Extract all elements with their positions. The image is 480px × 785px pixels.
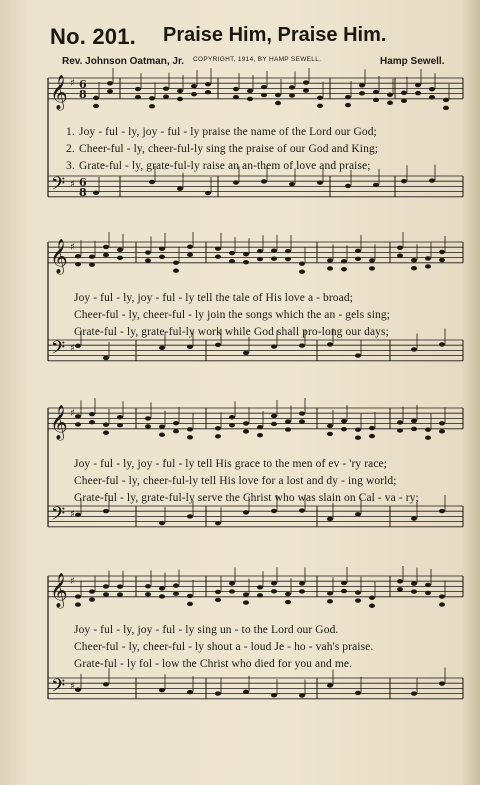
treble-key-sharp: ♯ <box>70 576 75 587</box>
note-head <box>93 191 99 195</box>
note-head <box>177 97 183 101</box>
note-head <box>135 87 141 91</box>
note-head <box>145 592 151 596</box>
note-head <box>191 92 197 96</box>
note-head <box>439 602 445 606</box>
note-head <box>243 351 249 355</box>
bass-clef: 𝄢 <box>51 338 66 363</box>
note-head <box>117 248 123 252</box>
note-head <box>439 429 445 433</box>
bass-key-sharp: ♯ <box>70 343 75 354</box>
note-head <box>187 514 193 518</box>
treble-clef: 𝄞 <box>50 239 68 274</box>
note-head <box>159 586 165 590</box>
note-head <box>145 416 151 420</box>
note-head <box>355 249 361 253</box>
note-head <box>387 101 393 105</box>
note-head <box>397 587 403 591</box>
treble-key-sharp: ♯ <box>70 242 75 253</box>
note-head <box>257 425 263 429</box>
note-head <box>205 90 211 94</box>
note-head <box>415 83 421 87</box>
note-head <box>285 419 291 423</box>
note-head <box>429 87 435 91</box>
note-head <box>397 245 403 249</box>
note-head <box>299 411 305 415</box>
note-head <box>215 343 221 347</box>
bass-key-sharp: ♯ <box>70 179 75 190</box>
note-head <box>173 591 179 595</box>
treble-key-sharp: ♯ <box>70 408 75 419</box>
note-head <box>191 84 197 88</box>
note-head <box>411 691 417 695</box>
note-head <box>397 253 403 257</box>
note-head <box>275 93 281 97</box>
note-head <box>215 434 221 438</box>
note-head <box>89 263 95 267</box>
note-head <box>205 191 211 195</box>
note-head <box>439 421 445 425</box>
note-head <box>275 101 281 105</box>
lyric-line: 1. Joy - ful - ly, joy - ful - ly praise the name of the Lord our God; <box>66 126 377 138</box>
note-head <box>299 419 305 423</box>
note-head <box>327 424 333 428</box>
note-head <box>345 184 351 188</box>
treble-clef: 𝄞 <box>50 75 68 110</box>
note-head <box>439 250 445 254</box>
note-head <box>257 257 263 261</box>
note-head <box>411 516 417 520</box>
note-head <box>359 91 365 95</box>
note-head <box>243 260 249 264</box>
bass-key-sharp: ♯ <box>70 509 75 520</box>
lyric-line: Cheer-ful - ly, cheer-ful-ly tell His love for a lost and dy - ing world; <box>74 475 397 487</box>
note-head <box>359 83 365 87</box>
hymn-number: No. 201. <box>50 24 136 49</box>
time-signature-digit: 8 <box>79 88 87 101</box>
note-head <box>411 258 417 262</box>
note-head <box>271 249 277 253</box>
note-head <box>145 250 151 254</box>
note-head <box>341 259 347 263</box>
note-head <box>117 423 123 427</box>
note-head <box>177 187 183 191</box>
time-signature-digit: 6 <box>79 78 87 91</box>
note-head <box>75 344 81 348</box>
note-head <box>173 268 179 272</box>
note-head <box>187 245 193 249</box>
lyric-line: Grate-ful - ly, grate-ful-ly serve the Christ who was slain on Cal - va - ry; <box>74 492 419 504</box>
note-head <box>187 594 193 598</box>
note-head <box>271 581 277 585</box>
note-head <box>187 690 193 694</box>
note-head <box>299 261 305 265</box>
treble-key-sharp: ♯ <box>70 78 75 89</box>
note-head <box>411 589 417 593</box>
note-head <box>177 89 183 93</box>
note-head <box>387 93 393 97</box>
note-head <box>411 266 417 270</box>
note-head <box>233 180 239 184</box>
note-head <box>107 81 113 85</box>
note-head <box>299 508 305 512</box>
note-head <box>173 421 179 425</box>
note-head <box>425 264 431 268</box>
lyricist-credit: Rev. Johnson Oatman, Jr. <box>62 56 185 67</box>
lyric-line: Joy - ful - ly, joy - ful - ly tell His grace to the men of ev - 'ry race; <box>74 458 388 470</box>
note-head <box>159 521 165 525</box>
note-head <box>327 683 333 687</box>
note-head <box>261 179 267 183</box>
note-head <box>103 682 109 686</box>
note-head <box>103 592 109 596</box>
note-head <box>425 435 431 439</box>
note-head <box>327 266 333 270</box>
note-head <box>369 434 375 438</box>
note-head <box>355 257 361 261</box>
note-head <box>215 247 221 251</box>
note-head <box>243 690 249 694</box>
note-head <box>145 424 151 428</box>
note-head <box>261 85 267 89</box>
lyric-line: Joy - ful - ly, joy - ful - ly sing un - to the Lord our God. <box>74 624 339 636</box>
note-head <box>271 693 277 697</box>
note-head <box>425 256 431 260</box>
note-head <box>341 427 347 431</box>
note-head <box>89 412 95 416</box>
note-head <box>345 95 351 99</box>
note-head <box>341 589 347 593</box>
note-head <box>317 96 323 100</box>
note-head <box>397 420 403 424</box>
note-head <box>75 594 81 598</box>
note-head <box>215 521 221 525</box>
note-head <box>159 688 165 692</box>
note-head <box>243 600 249 604</box>
bass-clef: 𝄢 <box>51 174 66 199</box>
note-head <box>149 180 155 184</box>
note-head <box>299 343 305 347</box>
note-head <box>341 419 347 423</box>
note-head <box>173 583 179 587</box>
note-head <box>187 427 193 431</box>
note-head <box>243 429 249 433</box>
note-head <box>289 182 295 186</box>
note-head <box>397 428 403 432</box>
note-head <box>429 95 435 99</box>
bass-key-sharp: ♯ <box>70 681 75 692</box>
note-head <box>75 262 81 266</box>
note-head <box>75 414 81 418</box>
note-head <box>117 584 123 588</box>
note-head <box>355 691 361 695</box>
note-head <box>439 342 445 346</box>
note-head <box>103 430 109 434</box>
copyright-notice: COPYRIGHT, 1914, BY HAMP SEWELL. <box>193 56 322 63</box>
note-head <box>229 251 235 255</box>
note-head <box>369 258 375 262</box>
note-head <box>257 249 263 253</box>
note-head <box>355 353 361 357</box>
note-head <box>411 419 417 423</box>
note-head <box>187 435 193 439</box>
note-head <box>411 581 417 585</box>
note-head <box>187 345 193 349</box>
note-head <box>355 512 361 516</box>
note-head <box>369 426 375 430</box>
note-head <box>205 82 211 86</box>
note-head <box>327 432 333 436</box>
music-staff-pair <box>0 232 480 382</box>
note-head <box>257 593 263 597</box>
note-head <box>355 590 361 594</box>
note-head <box>317 104 323 108</box>
note-head <box>257 433 263 437</box>
note-head <box>233 87 239 91</box>
note-head <box>415 91 421 95</box>
note-head <box>173 429 179 433</box>
note-head <box>373 183 379 187</box>
time-signature-digit: 8 <box>79 186 87 199</box>
note-head <box>439 594 445 598</box>
note-head <box>75 513 81 517</box>
note-head <box>159 594 165 598</box>
note-head <box>439 509 445 513</box>
note-head <box>285 257 291 261</box>
note-head <box>243 252 249 256</box>
note-head <box>285 427 291 431</box>
note-head <box>229 581 235 585</box>
note-head <box>303 80 309 84</box>
note-head <box>443 106 449 110</box>
note-head <box>93 96 99 100</box>
note-head <box>103 422 109 426</box>
treble-clef: 𝄞 <box>50 405 68 440</box>
note-head <box>243 592 249 596</box>
note-head <box>355 598 361 602</box>
note-head <box>103 253 109 257</box>
composer-credit: Hamp Sewell. <box>380 56 445 67</box>
note-head <box>173 260 179 264</box>
note-head <box>299 581 305 585</box>
note-head <box>233 95 239 99</box>
note-head <box>215 426 221 430</box>
note-head <box>159 424 165 428</box>
note-head <box>163 94 169 98</box>
note-head <box>117 592 123 596</box>
note-head <box>271 422 277 426</box>
lyric-line: Cheer-ful - ly, cheer-ful - ly shout a - loud Je - ho - vah's praise. <box>74 641 374 653</box>
note-head <box>145 258 151 262</box>
note-head <box>299 693 305 697</box>
note-head <box>327 591 333 595</box>
note-head <box>117 256 123 260</box>
note-head <box>285 592 291 596</box>
note-head <box>89 420 95 424</box>
note-head <box>271 589 277 593</box>
note-head <box>75 422 81 426</box>
note-head <box>243 421 249 425</box>
note-head <box>229 589 235 593</box>
note-head <box>229 259 235 263</box>
note-head <box>373 90 379 94</box>
note-head <box>271 257 277 261</box>
note-head <box>373 98 379 102</box>
note-head <box>271 509 277 513</box>
music-staff-pair <box>0 398 480 548</box>
note-head <box>401 179 407 183</box>
note-head <box>75 688 81 692</box>
note-head <box>215 598 221 602</box>
note-head <box>425 591 431 595</box>
note-head <box>327 517 333 521</box>
note-head <box>89 255 95 259</box>
lyric-line: 2. Cheer-ful - ly, cheer-ful-ly sing the praise of our God and King; <box>66 143 379 155</box>
note-head <box>229 415 235 419</box>
note-head <box>215 590 221 594</box>
note-head <box>145 584 151 588</box>
note-head <box>439 681 445 685</box>
note-head <box>135 95 141 99</box>
note-head <box>401 99 407 103</box>
note-head <box>289 85 295 89</box>
note-head <box>159 247 165 251</box>
note-head <box>149 104 155 108</box>
note-head <box>285 600 291 604</box>
note-head <box>289 93 295 97</box>
note-head <box>341 267 347 271</box>
note-head <box>401 91 407 95</box>
note-head <box>345 103 351 107</box>
note-head <box>103 509 109 513</box>
note-head <box>247 97 253 101</box>
note-head <box>247 89 253 93</box>
note-head <box>303 88 309 92</box>
note-head <box>261 93 267 97</box>
note-head <box>355 436 361 440</box>
bass-clef: 𝄢 <box>51 504 66 529</box>
note-head <box>355 428 361 432</box>
note-head <box>149 96 155 100</box>
note-head <box>107 89 113 93</box>
note-head <box>285 249 291 253</box>
lyric-line: Grate-ful - ly fol - low the Christ who died for you and me. <box>74 658 353 670</box>
note-head <box>75 254 81 258</box>
note-head <box>89 597 95 601</box>
note-head <box>439 258 445 262</box>
note-head <box>103 245 109 249</box>
time-signature-digit: 6 <box>79 176 87 189</box>
note-head <box>93 104 99 108</box>
hymn-title: Praise Him, Praise Him. <box>163 24 387 46</box>
note-head <box>229 423 235 427</box>
note-head <box>327 342 333 346</box>
note-head <box>429 178 435 182</box>
note-head <box>271 414 277 418</box>
note-head <box>159 255 165 259</box>
note-head <box>397 579 403 583</box>
note-head <box>75 602 81 606</box>
treble-clef: 𝄞 <box>50 573 68 608</box>
note-head <box>425 427 431 431</box>
bass-clef: 𝄢 <box>51 676 66 701</box>
note-head <box>187 253 193 257</box>
note-head <box>317 180 323 184</box>
note-head <box>443 98 449 102</box>
note-head <box>369 604 375 608</box>
note-head <box>103 584 109 588</box>
note-head <box>215 255 221 259</box>
note-head <box>341 581 347 585</box>
note-head <box>369 266 375 270</box>
note-head <box>163 86 169 90</box>
note-head <box>299 589 305 593</box>
note-head <box>215 691 221 695</box>
note-head <box>425 583 431 587</box>
note-head <box>89 589 95 593</box>
note-head <box>257 585 263 589</box>
note-head <box>159 432 165 436</box>
note-head <box>117 415 123 419</box>
lyric-line: Grate-ful - ly, grate-ful-ly work while God shall pro-long our days; <box>74 326 389 338</box>
note-head <box>327 258 333 262</box>
note-head <box>271 344 277 348</box>
note-head <box>411 427 417 431</box>
note-head <box>243 510 249 514</box>
note-head <box>187 602 193 606</box>
note-head <box>327 599 333 603</box>
note-head <box>103 356 109 360</box>
note-head <box>159 346 165 350</box>
note-head <box>299 269 305 273</box>
note-head <box>411 347 417 351</box>
lyric-line: Joy - ful - ly, joy - ful - ly tell the tale of His love a - broad; <box>74 292 354 304</box>
lyric-line: Cheer-ful - ly, cheer-ful - ly join the songs which the an - gels sing; <box>74 309 390 321</box>
lyric-line: 3. Grate-ful - ly, grate-ful-ly raise an an-them of love and praise; <box>66 160 371 172</box>
note-head <box>369 596 375 600</box>
